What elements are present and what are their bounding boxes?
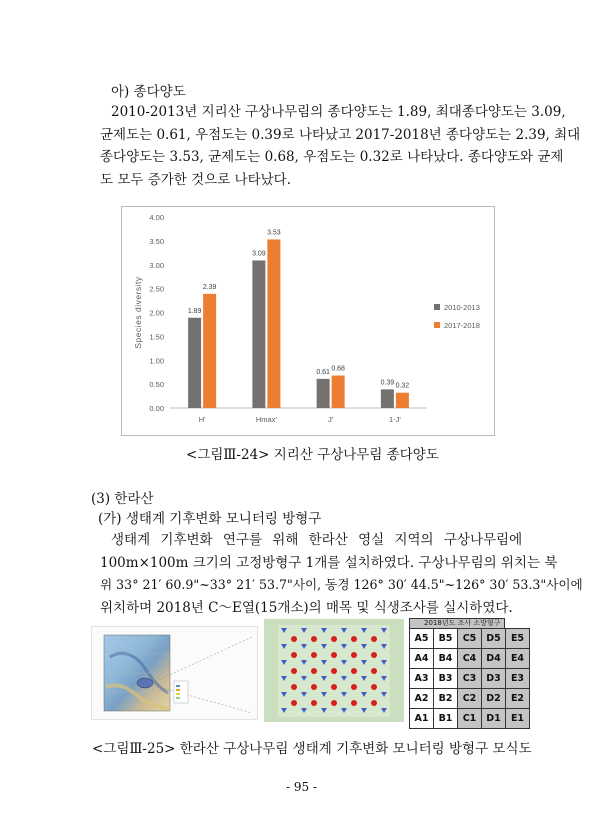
y-tick-label: 3.50 [149,236,164,246]
y-axis-label: Species diversity [133,276,143,349]
plot-cell-c1: C1 [458,709,482,729]
plot-cell-c4: C4 [458,649,482,669]
bar-2017-2018-Hmax' [267,239,280,408]
plot-cell-b4: B4 [434,649,458,669]
sample-point-icon [371,668,377,674]
bar-2017-2018-J' [332,376,345,408]
y-tick-label: 1.00 [149,356,164,366]
paragraph-line: 종다양도는 3.53, 균제도는 0.68, 우점도는 0.32로 나타났다. 종다양도와 균제 [100,149,564,165]
plot-grid-title: 2018년도 조사 소방형구 [409,618,505,628]
sample-point-icon [371,636,377,642]
plot-cell-a1: A1 [410,709,434,729]
section-heading-hallasan: (3) 한라산 [91,491,154,507]
paragraph-line: 생태계 기후변화 연구를 위해 한라산 영실 지역의 구상나무림에 [111,532,523,548]
paragraph-line: 위치하며 2018년 C～E열(15개소)의 매목 및 식생조사를 실시하였다. [100,599,513,616]
sample-point-icon [291,700,297,706]
legend-swatch [434,304,440,310]
bar-2010-2013-J' [317,379,330,408]
hallasan-paragraph [100,529,583,619]
plot-grid-table [409,628,530,729]
plot-cell-e4: E4 [506,649,530,669]
legend-swatch [434,322,440,328]
sample-point-icon [331,652,337,658]
sample-point-icon [331,636,337,642]
sample-point-icon [351,636,357,642]
plot-cell-d1: D1 [482,709,506,729]
data-label: 0.61 [316,368,330,376]
plot-grid-row [410,689,530,709]
species-diversity-paragraph [100,101,581,191]
plot-cell-a3: A3 [410,669,434,689]
sample-point-icon [311,684,317,690]
plot-cell-d2: D2 [482,689,506,709]
plot-cell-b1: B1 [434,709,458,729]
bar-2017-2018-1-J' [396,393,409,408]
plot-cell-e5: E5 [506,629,530,649]
plot-cell-a2: A2 [410,689,434,709]
data-label: 3.09 [252,250,266,258]
plot-cell-c3: C3 [458,669,482,689]
location-map-svg [92,627,257,719]
quadrat-layout-svg [264,619,404,722]
section-heading-species-diversity: 아) 종다양도 [111,84,186,100]
x-tick-label: Hmax' [255,415,277,424]
x-tick-label: J' [328,415,334,424]
paragraph-line: 2010-2013년 지리산 구상나무림의 종다양도는 1.89, 최대종다양도는 3.09, [111,104,566,120]
y-tick-label: 1.50 [149,332,164,342]
figure-24-caption: <그림Ⅲ-24> 지리산 구상나무림 종다양도 [186,447,439,463]
sample-point-icon [291,684,297,690]
sample-point-icon [351,684,357,690]
plot-grid-row [410,629,530,649]
sample-point-icon [331,668,337,674]
plot-cell-a5: A5 [410,629,434,649]
x-tick-label: H' [198,415,206,424]
sample-point-icon [311,652,317,658]
paragraph-line: 균제도는 0.61, 우점도는 0.39로 나타났고 2017-2018년 종다양도는 2.39, 최대 [100,126,581,143]
sample-point-icon [291,668,297,674]
plot-cell-e1: E1 [506,709,530,729]
subsection-heading-monitoring-plot: (가) 생태계 기후변화 모니터링 방형구 [98,511,322,527]
sample-point-icon [331,684,337,690]
sample-point-icon [351,652,357,658]
bar-2010-2013-Hmax' [252,260,265,408]
data-label: 1.89 [187,307,202,315]
study-site-marker [137,678,153,688]
x-tick-label: 1-J' [388,415,401,424]
sample-point-icon [291,652,297,658]
plot-cell-c2: C2 [458,689,482,709]
legend-label: 2010-2013 [444,303,480,312]
quadrat-layout-image [264,619,404,722]
data-label: 3.53 [267,229,281,237]
sample-point-icon [331,700,337,706]
plot-cell-c5: C5 [458,629,482,649]
y-tick-label: 0.50 [149,380,164,390]
sample-point-icon [371,652,377,658]
plot-cell-b2: B2 [434,689,458,709]
plot-cell-d4: D4 [482,649,506,669]
plot-cell-e3: E3 [506,669,530,689]
paragraph-line: 100m×100m 크기의 고정방형구 1개를 설치하였다. 구상나무림의 위치는 북 [100,554,558,571]
plot-cell-b3: B3 [434,669,458,689]
plot-grid-row [410,649,530,669]
page-number: - 95 - [286,780,318,794]
plot-cell-d3: D3 [482,669,506,689]
figure-25-caption: <그림Ⅲ-25> 한라산 구상나무림 생태계 기후변화 모니터링 방형구 모식도 [92,741,532,757]
y-tick-label: 4.00 [149,213,164,222]
legend-label: 2017-2018 [444,321,480,330]
y-tick-label: 2.00 [149,308,164,318]
bar-2010-2013-1-J' [381,389,394,408]
sample-point-icon [351,700,357,706]
plot-cell-b5: B5 [434,629,458,649]
bar-2017-2018-H' [203,294,216,408]
plot-grid [409,618,530,729]
data-label: 2.39 [202,283,217,291]
map-legend [174,681,188,703]
y-tick-label: 2.50 [149,284,164,294]
paragraph-line: 위 33° 21′ 60.9"~33° 21′ 53.7"사이, 동경 126° 30′ 44.5"~126° 30′ 53.3"사이에 [100,577,583,592]
plot-cell-d5: D5 [482,629,506,649]
sample-point-icon [311,668,317,674]
sample-point-icon [311,700,317,706]
sample-point-icon [351,668,357,674]
location-map-image [91,626,258,720]
data-label: 0.39 [380,379,395,387]
chart-svg [122,207,494,435]
sample-point-icon [371,700,377,706]
plot-cell-e2: E2 [506,689,530,709]
plot-grid-row [410,709,530,729]
data-label: 0.32 [395,382,410,390]
y-tick-label: 3.00 [149,260,164,270]
plot-grid-row [410,669,530,689]
data-label: 0.68 [331,365,345,373]
sample-point-icon [291,636,297,642]
sample-point-icon [371,684,377,690]
paragraph-line: 도 모두 증가한 것으로 나타났다. [100,171,291,188]
sample-point-icon [311,636,317,642]
species-diversity-chart [121,206,495,436]
bar-2010-2013-H' [188,318,201,408]
y-tick-label: 0.00 [149,404,164,413]
plot-cell-a4: A4 [410,649,434,669]
